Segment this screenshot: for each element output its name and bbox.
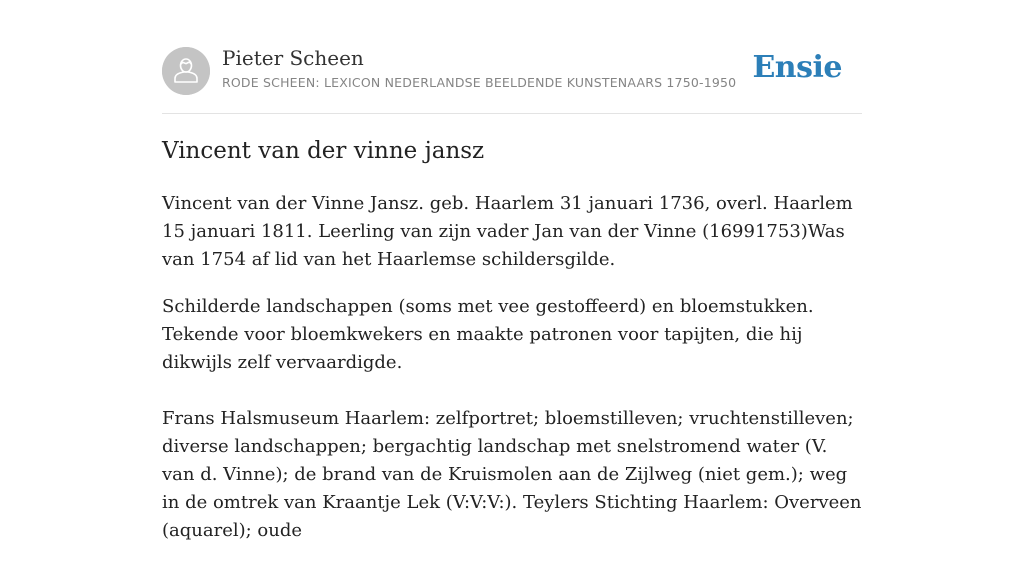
paragraph-spacer xyxy=(162,377,862,405)
article-paragraph: Schilderde landschappen (soms met vee gestoffeerd) en bloemstukken. Tekende voor bloemkwekers en maakte patronen voor tapijten, die hij dikwijls zelf vervaardigde. xyxy=(162,296,814,373)
author-header xyxy=(162,46,862,96)
source-label[interactable]: RODE SCHEEN: LEXICON NEDERLANDSE BEELDENDE KUNSTENAARS 1750-1950 xyxy=(222,75,737,90)
page-title: Vincent van der vinne jansz xyxy=(162,138,485,164)
article-paragraph: Frans Halsmuseum Haarlem: zelfportret; bloemstilleven; vruchtenstilleven; diverse landschappen; bergachtig landschap met snelstromend water (V. van d. Vinne); de brand van de Kruismolen aan de Zijlweg (niet gem.); weg in de omtrek van Kraantje Lek (V:V:V:). Teylers Stichting Haarlem: Overveen (aquarel); oude xyxy=(162,408,862,541)
article-body xyxy=(162,190,862,564)
article-paragraph: Vincent van der Vinne Jansz. geb. Haarlem 31 januari 1736, overl. Haarlem 15 januari 1811. Leerling van zijn vader Jan van der Vinne (16991753)Was van 1754 af lid van het Haarlemse schildersgilde. xyxy=(162,193,853,270)
user-avatar-icon[interactable] xyxy=(162,47,210,95)
author-name[interactable]: Pieter Scheen xyxy=(222,46,364,70)
header-divider xyxy=(162,113,862,114)
ensie-logo-link[interactable]: Ensie xyxy=(752,50,842,85)
